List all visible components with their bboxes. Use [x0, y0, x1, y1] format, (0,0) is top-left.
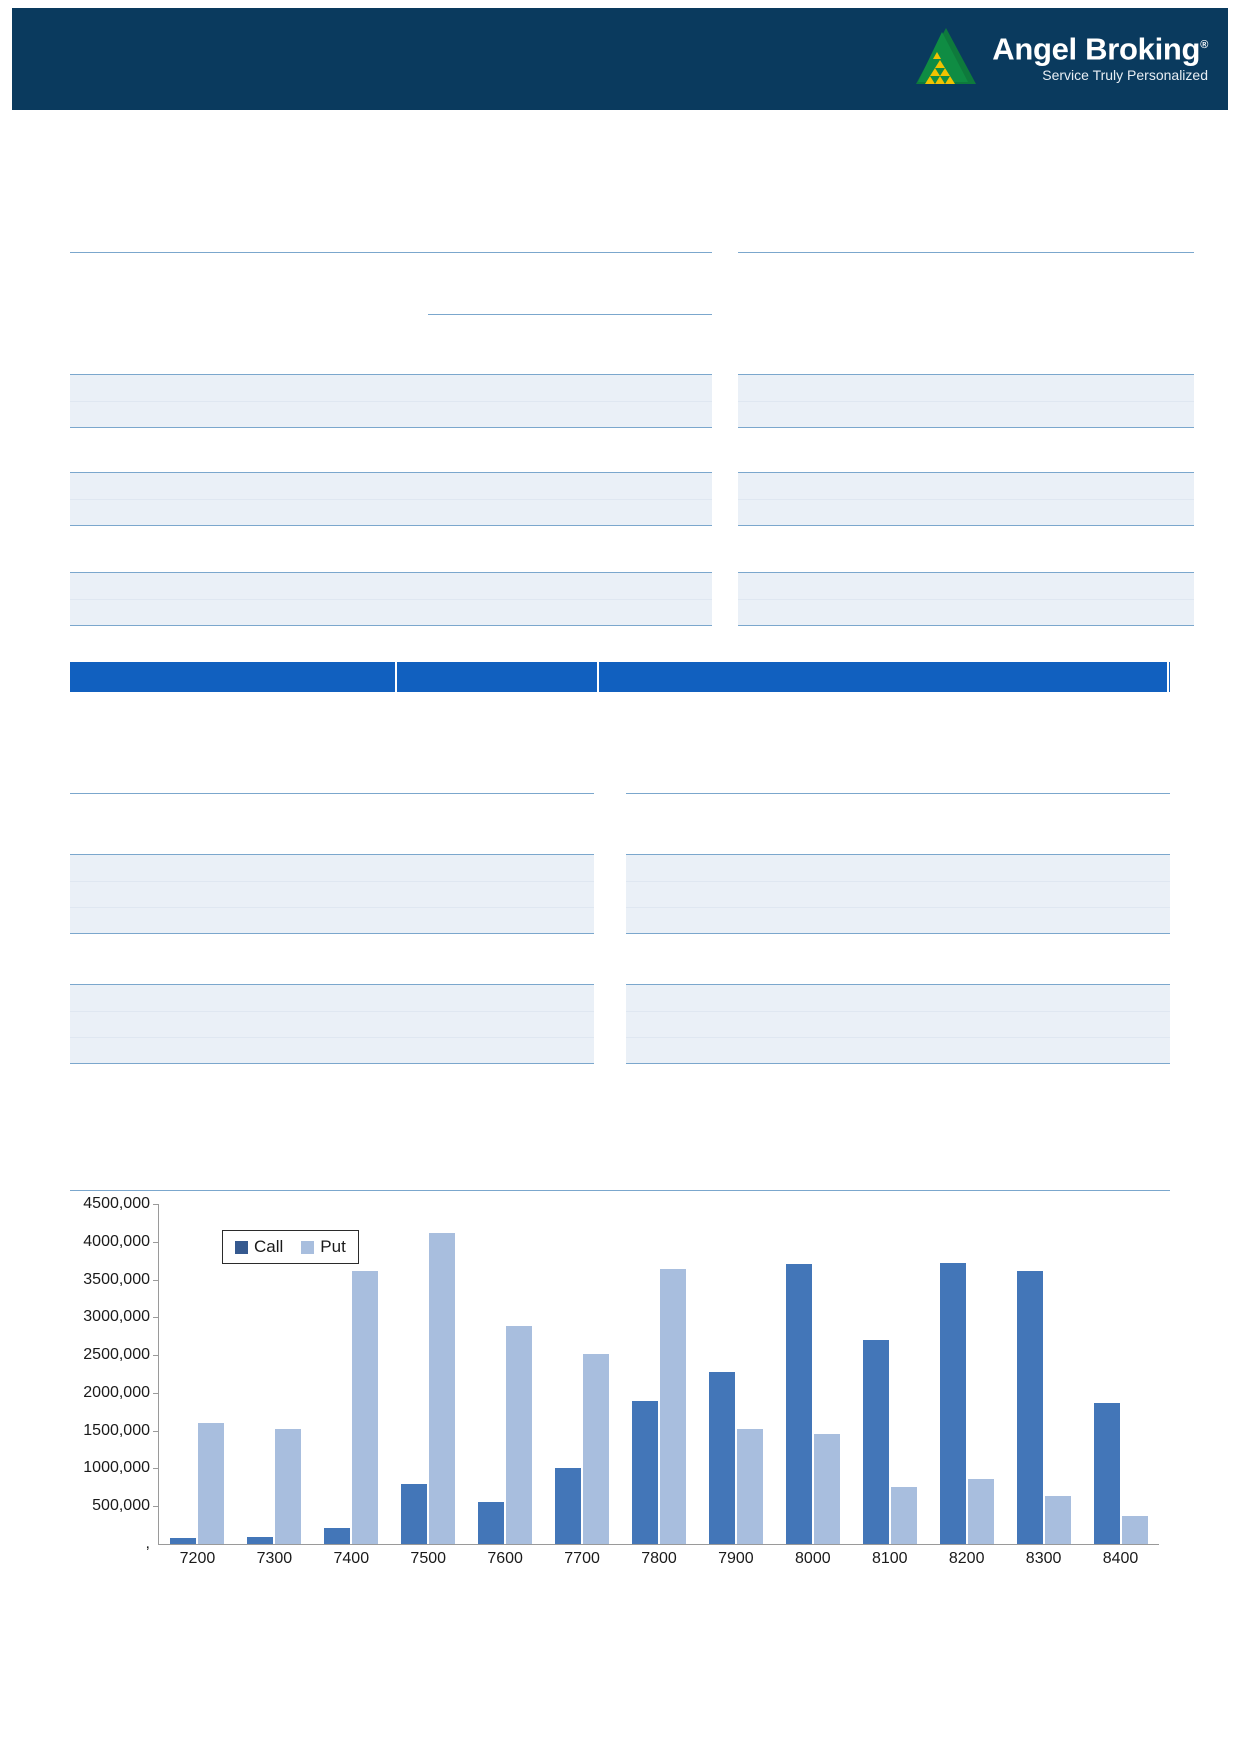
- section-tab-divider-3: [1167, 662, 1169, 692]
- data-block-left-1: [70, 374, 712, 428]
- data-block-left-5-row-2: [70, 1037, 594, 1038]
- bar-put-8300: [1045, 1496, 1071, 1544]
- data-block-right-4-row-2: [626, 907, 1170, 908]
- bar-call-7700: [555, 1468, 581, 1544]
- x-axis-label: 7500: [410, 1550, 447, 1567]
- section-rule-left-2: [428, 314, 712, 315]
- data-block-right-5: [626, 984, 1170, 1064]
- bar-call-8200: [940, 1263, 966, 1544]
- brand-title: [992, 28, 1208, 66]
- bar-put-7700: [583, 1354, 609, 1544]
- bar-put-8100: [891, 1487, 917, 1544]
- y-axis-label: 500,000: [92, 1497, 150, 1515]
- bar-put-8400: [1122, 1516, 1148, 1544]
- data-block-left-5: [70, 984, 594, 1064]
- bar-call-8100: [863, 1340, 889, 1544]
- bar-put-7400: [352, 1271, 378, 1544]
- data-block-left-4: [70, 854, 594, 934]
- bar-put-7200: [198, 1423, 224, 1544]
- brand-text: [992, 26, 1208, 84]
- x-axis-label: 7700: [564, 1550, 600, 1567]
- legend-item-call: [235, 1237, 283, 1257]
- legend-swatch-put-icon: [301, 1241, 314, 1254]
- y-axis-label: 3000,000: [83, 1308, 150, 1326]
- brand-logo: [906, 26, 1208, 88]
- bar-put-7600: [506, 1326, 532, 1544]
- bar-group: [390, 1204, 467, 1544]
- bar-call-7400: [324, 1528, 350, 1544]
- data-block-left-4-row-1: [70, 881, 594, 882]
- bar-group: [1005, 1204, 1082, 1544]
- data-block-left-2-row: [70, 499, 712, 500]
- legend-label-put: Put: [320, 1237, 346, 1256]
- data-block-left-5-row-1: [70, 1011, 594, 1012]
- data-block-right-4-row-1: [626, 881, 1170, 882]
- x-axis-label: 7300: [256, 1550, 293, 1567]
- angel-triangle-logo-icon: [906, 26, 978, 88]
- bar-put-7900: [737, 1429, 763, 1544]
- bar-group: [697, 1204, 774, 1544]
- bar-group: [544, 1204, 621, 1544]
- bar-call-7600: [478, 1502, 504, 1544]
- data-block-right-5-row-2: [626, 1037, 1170, 1038]
- bar-put-7500: [429, 1233, 455, 1544]
- bar-group: [1082, 1204, 1159, 1544]
- chart-plot-area: [70, 1195, 1170, 1584]
- bar-call-8400: [1094, 1403, 1120, 1544]
- y-axis-label: 4500,000: [83, 1195, 150, 1212]
- data-block-right-3-row: [738, 599, 1194, 600]
- x-axis-label: 7800: [641, 1550, 677, 1567]
- y-axis-label: 2500,000: [83, 1346, 150, 1364]
- section-rule-left-3: [70, 793, 594, 794]
- legend-swatch-call-icon: [235, 1241, 248, 1254]
- x-axis-label: 7600: [487, 1550, 523, 1567]
- y-axis-label: 1000,000: [83, 1459, 150, 1477]
- y-axis-label: ,: [145, 1535, 150, 1552]
- bar-group: [851, 1204, 928, 1544]
- data-block-right-2-row: [738, 499, 1194, 500]
- bar-group: [928, 1204, 1005, 1544]
- bar-put-8200: [968, 1479, 994, 1544]
- data-block-right-1-row: [738, 401, 1194, 402]
- bar-put-8000: [814, 1434, 840, 1544]
- section-tab-bar: [70, 662, 1170, 692]
- x-axis-label: 8300: [1025, 1550, 1062, 1567]
- section-tab-divider-1: [395, 662, 397, 692]
- bar-group: [467, 1204, 544, 1544]
- x-axis-label: 8400: [1102, 1550, 1139, 1567]
- y-axis-label: 3500,000: [83, 1270, 150, 1288]
- bar-call-8300: [1017, 1271, 1043, 1544]
- bar-call-7500: [401, 1484, 427, 1544]
- page-header-band: [12, 8, 1228, 110]
- legend-label-call: Call: [254, 1237, 284, 1256]
- x-axis-labels: [159, 1550, 1159, 1568]
- bar-put-7300: [275, 1429, 301, 1544]
- data-block-left-1-row: [70, 401, 712, 402]
- bar-call-7200: [170, 1538, 196, 1544]
- data-block-right-4: [626, 854, 1170, 934]
- bar-put-7800: [660, 1269, 686, 1544]
- brand-registered-mark: ®: [1200, 39, 1208, 51]
- data-block-right-1: [738, 374, 1194, 428]
- data-block-right-2: [738, 472, 1194, 526]
- data-block-left-2: [70, 472, 712, 526]
- y-axis-label: 4000,000: [83, 1232, 150, 1250]
- bar-group: [621, 1204, 698, 1544]
- bar-group: [774, 1204, 851, 1544]
- data-block-left-4-row-2: [70, 907, 594, 908]
- section-rule-right-1: [738, 252, 1194, 253]
- bar-call-8000: [786, 1264, 812, 1544]
- bar-call-7800: [632, 1401, 658, 1544]
- chart-legend: [222, 1230, 359, 1264]
- chart-top-rule: [70, 1190, 1170, 1191]
- x-axis-label: 7900: [718, 1550, 754, 1567]
- legend-item-put: [301, 1237, 346, 1257]
- x-axis-label: 8200: [948, 1550, 985, 1567]
- y-axis-label: 2000,000: [83, 1383, 150, 1401]
- section-rule-right-3: [626, 793, 1170, 794]
- x-axis-label: 7200: [179, 1550, 216, 1567]
- x-axis-label: 8000: [795, 1550, 831, 1567]
- data-block-left-3: [70, 572, 712, 626]
- bar-call-7900: [709, 1372, 735, 1544]
- brand-title-text: Angel Broking: [992, 31, 1201, 67]
- bar-call-7300: [247, 1537, 273, 1544]
- open-interest-chart: [70, 1190, 1170, 1605]
- brand-tagline: Service Truly Personalized: [1042, 67, 1208, 84]
- data-block-right-5-row-1: [626, 1011, 1170, 1012]
- section-rule-left-1: [70, 252, 712, 253]
- x-axis-label: 7400: [333, 1550, 370, 1567]
- data-block-left-3-row: [70, 599, 712, 600]
- data-block-right-3: [738, 572, 1194, 626]
- section-tab-divider-2: [597, 662, 599, 692]
- x-axis-label: 8100: [871, 1550, 908, 1567]
- y-axis-label: 1500,000: [83, 1421, 150, 1439]
- y-axis-labels: [70, 1195, 156, 1552]
